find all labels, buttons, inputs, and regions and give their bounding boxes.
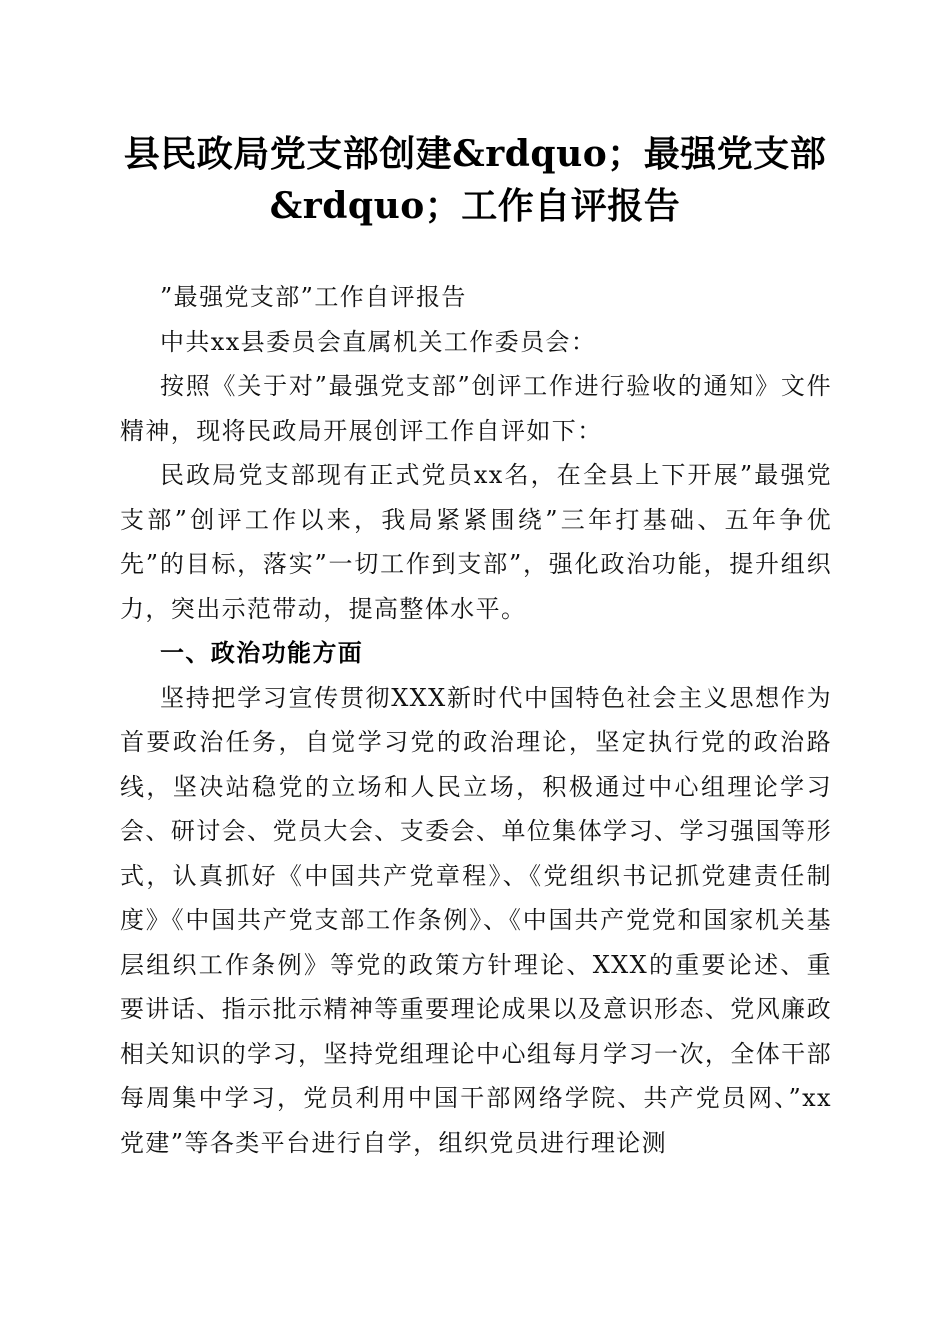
- document-body: [120, 275, 832, 1165]
- addressee-line: 中共xx县委员会直属机关工作委员会：: [160, 327, 597, 356]
- intro-paragraph: 按照《关于对”最强党支部”创评工作进行验收的通知》文件精神，现将民政局开展创评工作自评如下：: [120, 372, 832, 445]
- document-title: 县民政局党支部创建&rdquo；最强党支部&rdquo；工作自评报告: [123, 133, 827, 227]
- overview-paragraph: 民政局党支部现有正式党员xx名，在全县上下开展”最强党支部”创评工作以来，我局紧紧围绕”三年打基础、五年争优先”的目标，落实”一切工作到支部”，强化政治功能，提升组织力，突出示范带动，提高整体水平。: [120, 461, 832, 623]
- report-subtitle: ”最强党支部”工作自评报告: [160, 283, 467, 311]
- section-heading-political: 一、政治功能方面: [160, 638, 364, 667]
- section-body-political: 坚持把学习宣传贯彻XXX新时代中国特色社会主义思想作为首要政治任务，自觉学习党的政治理论，坚定执行党的政治路线，坚决站稳党的立场和人民立场，积极通过中心组理论学习会、研讨会、党员大会、支委会、单位集体学习、学习强国等形式，认真抓好《中国共产党章程》、《党组织书记抓党建责任制度》《中国共产党支部工作条例》、《中国共产党党和国家机关基层组织工作条例》等党的政策方针理论、XXX的重要论述、重要讲话、指示批示精神等重要理论成果以及意识形态、党风廉政相关知识的学习，坚持党组理论中心组每月学习一次，全体干部每周集中学习，党员利用中国干部网络学院、共产党员网、”xx党建”等各类平台进行自学，组织党员进行理论测: [120, 683, 832, 1157]
